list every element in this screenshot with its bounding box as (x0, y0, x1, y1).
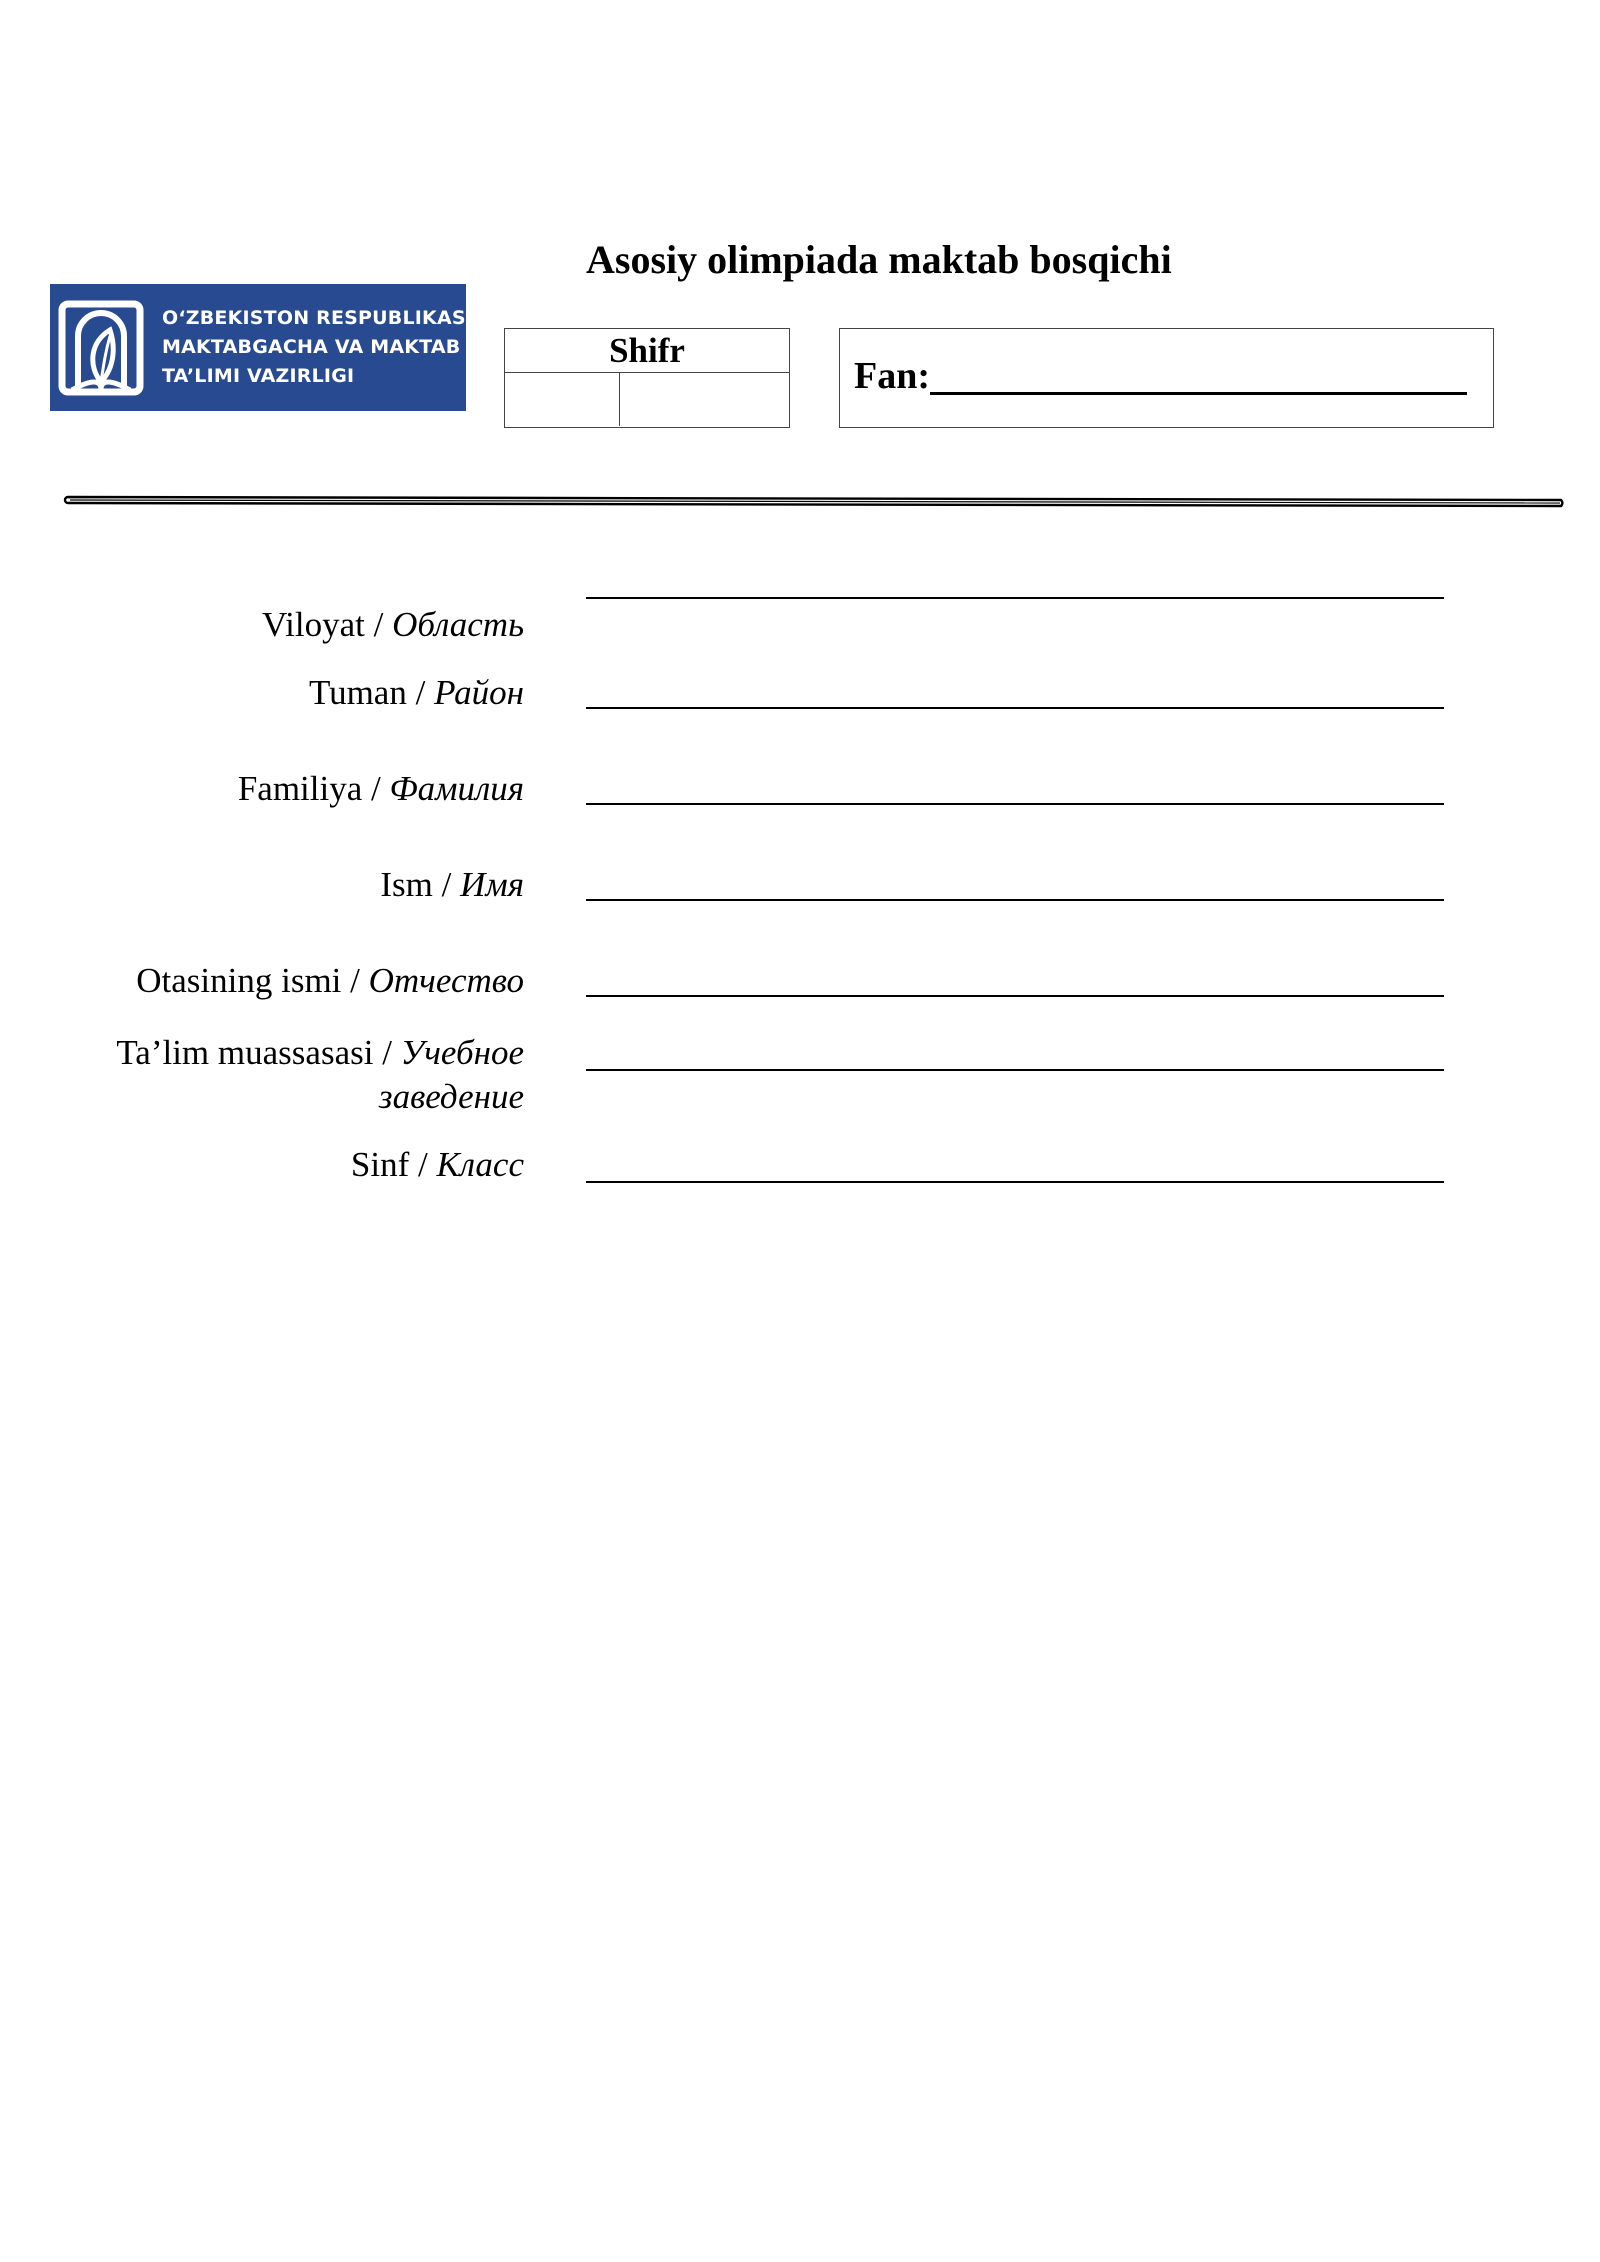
fan-label: Fan: (854, 355, 930, 397)
logo-text (162, 309, 473, 386)
input-line-sinf[interactable] (586, 1181, 1444, 1183)
label-ru-tuman: Район (434, 673, 524, 712)
label-ru-viloyat: Область (392, 605, 524, 644)
logo-line-3: TA’LIMI VAZIRLIGI (162, 365, 355, 387)
label-line-2-talim-muassasasi (116, 1075, 524, 1119)
label-uz-tuman: Tuman / (308, 673, 435, 712)
double-line-divider (62, 494, 1567, 508)
label-uz-otasining-ismi: Otasining ismi / (136, 961, 369, 1000)
input-line-otasining-ismi[interactable] (586, 995, 1444, 997)
label-ru-familiya: Фамилия (389, 769, 524, 808)
book-leaf-emblem-icon (58, 296, 144, 400)
label-ru-talim-muassasasi-line2: заведение (378, 1077, 524, 1116)
shifr-cells (505, 373, 789, 426)
document-title: Asosiy olimpiada maktab bosqichi (586, 237, 1172, 282)
shifr-cell-2[interactable] (620, 373, 789, 426)
field-label-otasining-ismi (136, 959, 524, 1003)
label-uz-sinf: Sinf / (350, 1145, 437, 1184)
field-label-sinf (351, 1143, 524, 1187)
field-label-talim-muassasasi (116, 1031, 524, 1119)
logo-line-1: O‘ZBEKISTON RESPUBLIKASI (162, 307, 473, 329)
input-line-ism[interactable] (586, 899, 1444, 901)
field-label-tuman (309, 671, 524, 715)
label-ru-otasining-ismi: Отчество (368, 961, 524, 1000)
fan-input-line[interactable] (930, 392, 1467, 395)
field-label-ism (380, 863, 524, 907)
shifr-box (504, 328, 790, 428)
shifr-label: Shifr (505, 329, 789, 373)
label-uz-ism: Ism / (380, 865, 461, 904)
label-ru-talim-muassasasi: Учебное (400, 1033, 524, 1072)
field-label-viloyat (262, 603, 524, 647)
input-line-viloyat[interactable] (586, 597, 1444, 599)
input-line-tuman[interactable] (586, 707, 1444, 709)
label-ru-sinf: Класс (436, 1145, 524, 1184)
fan-box (839, 328, 1494, 428)
logo-line-2: MAKTABGACHA VA MAKTAB (162, 336, 461, 358)
label-line-1-talim-muassasasi (116, 1031, 524, 1075)
label-uz-familiya: Familiya / (237, 769, 390, 808)
label-uz-talim-muassasasi: Ta’lim muassasasi / (116, 1033, 401, 1072)
input-line-talim-muassasasi[interactable] (586, 1069, 1444, 1071)
label-uz-viloyat: Viloyat / (261, 605, 393, 644)
ministry-logo (50, 284, 473, 411)
field-label-familiya (238, 767, 524, 811)
shifr-cell-1[interactable] (505, 373, 620, 426)
input-line-familiya[interactable] (586, 803, 1444, 805)
label-ru-ism: Имя (460, 865, 524, 904)
